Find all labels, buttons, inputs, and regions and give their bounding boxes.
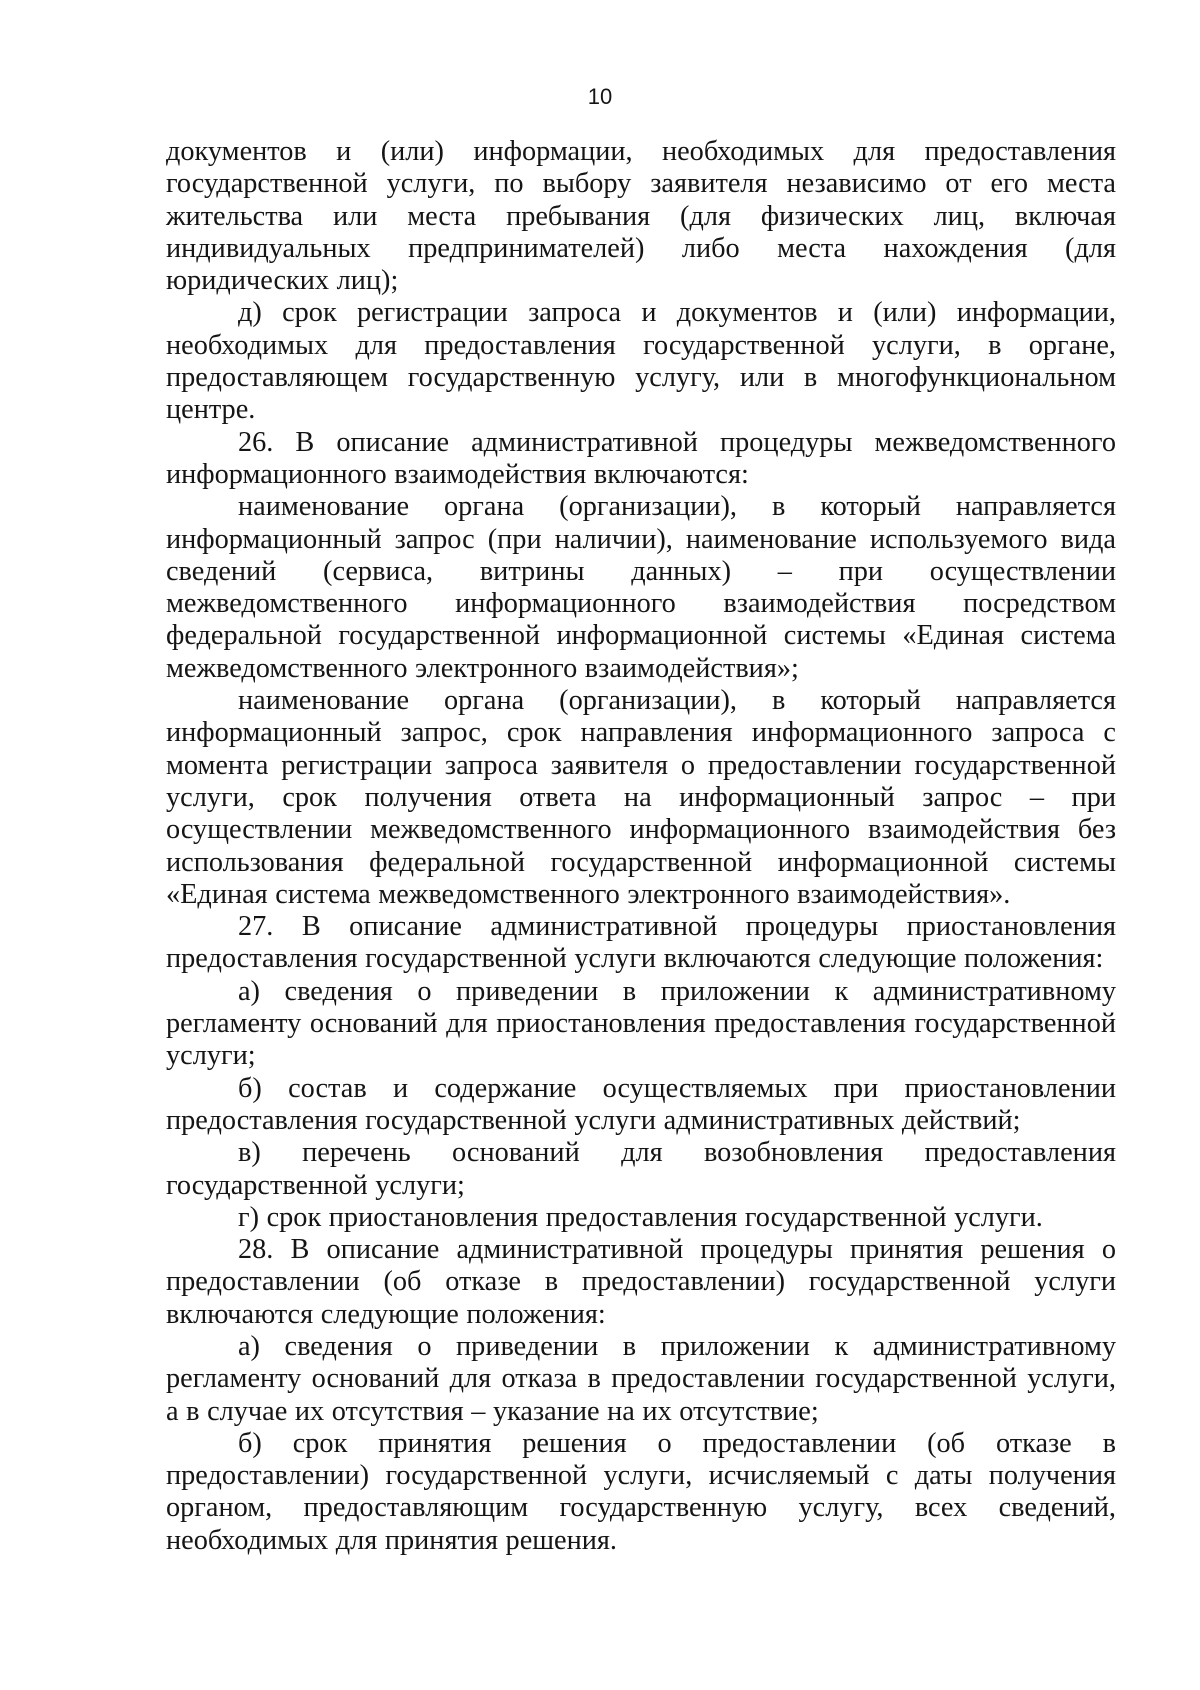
- paragraph-26-intro: 26. В описание административной процедуры межведомственного информационного взаимодействия включаются:: [166, 426, 1116, 490]
- paragraph-28-intro: 28. В описание административной процедуры принятия решения о предоставлении (об отказе в предоставлении) государственной услуги включаются следующие положения:: [166, 1234, 1116, 1330]
- paragraph-28-item-b: б) срок принятия решения о предоставлении (об отказе в предоставлении) государственной услуги, исчисляемый с даты получения органом, предоставляющим государственную услугу, всех сведений, необходимых для принятия решения.: [166, 1427, 1116, 1556]
- paragraph-27-item-g: г) срок приостановления предоставления государственной услуги.: [238, 1201, 1043, 1233]
- paragraph-27-intro: 27. В описание административной процедуры приостановления предоставления государственной услуги включаются следующие положения:: [166, 911, 1116, 975]
- paragraph-26-smev: наименование органа (организации), в который направляется информационный запрос (при наличии), наименование используемого вида сведений (сервиса, витрины данных) – при осуществлении межведомственного информационного взаимодействия посредством федеральной государственной информационной системы «Единая система межведомственного электронного взаимодействия»;: [166, 491, 1116, 684]
- paragraph-26-without-smev: наименование органа (организации), в который направляется информационный запрос, срок направления информационного запроса с момента регистрации запроса заявителя о предоставлении государственной услуги, срок получения ответа на информационный запрос – при осуществлении межведомственного информационного взаимодействия без использования федеральной государственной информационной системы «Единая система межведомственного электронного взаимодействия».: [166, 685, 1116, 910]
- document-body: [166, 136, 1116, 1557]
- paragraph-item-d-registration-term: д) срок регистрации запроса и документов и (или) информации, необходимых для предоставления государственной услуги, в органе, предоставляющем государственную услугу, или в многофункциональном центре.: [166, 297, 1116, 426]
- paragraph-27-item-b: б) состав и содержание осуществляемых при приостановлении предоставления государственной услуги административных действий;: [166, 1072, 1116, 1136]
- paragraph-28-item-a: а) сведения о приведении в приложении к административному регламенту оснований для отказа в предоставлении государственной услуги, а в случае их отсутствия – указание на их отсутствие;: [166, 1330, 1116, 1427]
- paragraph-27-item-v: в) перечень оснований для возобновления предоставления государственной услуги;: [166, 1137, 1116, 1201]
- page-number: 10: [587, 84, 613, 109]
- paragraph-27-item-a: а) сведения о приведении в приложении к административному регламенту оснований для приостановления предоставления государственной услуги;: [166, 975, 1116, 1072]
- paragraph-continuation-documents: документов и (или) информации, необходимых для предоставления государственной услуги, по выбору заявителя независимо от его места жительства или места пребывания (для физических лиц, включая индивидуальных предпринимателей) либо места нахождения (для юридических лиц);: [166, 136, 1116, 297]
